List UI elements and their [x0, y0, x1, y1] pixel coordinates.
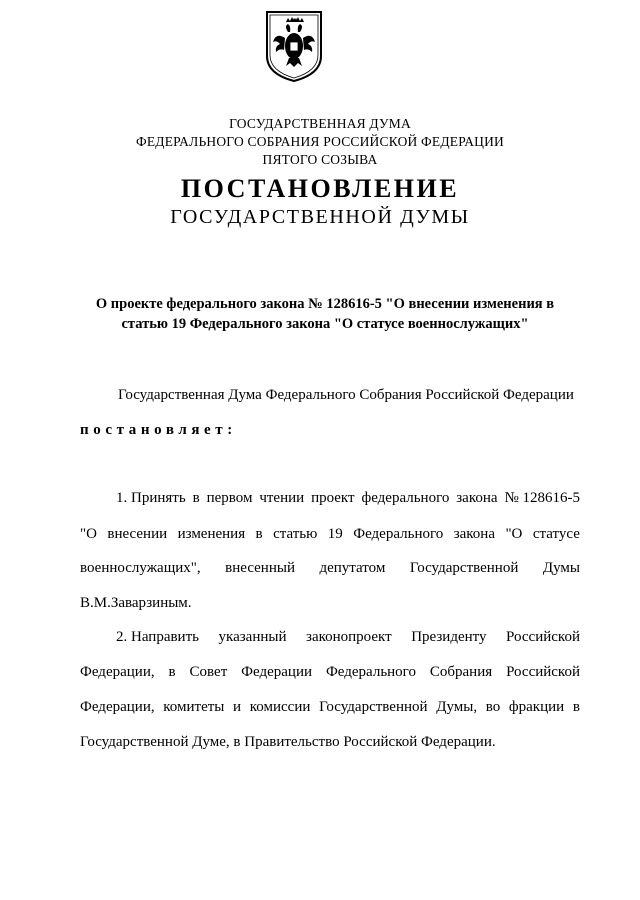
paragraph-1-line4: В.М.Заварзиным.	[80, 595, 192, 611]
resolution-subject	[84, 294, 566, 334]
paragraph-2-line2: Федерации, в Совет Федерации Федерального Собрания Российской	[80, 664, 580, 680]
convocation-line: ПЯТОГО СОЗЫВА	[262, 152, 378, 167]
paragraph-2-line4: Государственной Думе, в Правительство Российской Федерации.	[80, 734, 496, 750]
org-name-line2: ФЕДЕРАЛЬНОГО СОБРАНИЯ РОССИЙСКОЙ ФЕДЕРАЦИИ	[136, 134, 504, 149]
paragraph-2-line3: Федерации, комитеты и комиссии Государственной Думы, во фракции в	[80, 699, 580, 715]
paragraph-2-line1: 2. Направить указанный законопроект Президенту Российской	[116, 629, 580, 645]
subject-line1: О проекте федерального закона № 128616-5 "О внесении изменения в	[95, 296, 555, 312]
subject-line2: статью 19 Федерального закона "О статусе военнослужащих"	[121, 316, 529, 332]
resolves-word: постановляет:	[80, 422, 237, 438]
org-name-line1: ГОСУДАРСТВЕННАЯ ДУМА	[229, 116, 411, 131]
document-type-title: ПОСТАНОВЛЕНИЕ	[180, 174, 460, 203]
paragraph-1-line2: "О внесении изменения в статью 19 Федерального закона "О статусе	[80, 526, 580, 542]
paragraph-1-line1: 1. Принять в первом чтении проект федерального закона № 128616-5	[116, 490, 580, 506]
intro-line: Государственная Дума Федерального Собрания Российской Федерации	[118, 387, 574, 403]
paragraph-1-line3: военнослужащих", внесенный депутатом Государственной Думы	[80, 560, 580, 576]
document-issuer-subtitle: ГОСУДАРСТВЕННОЙ ДУМЫ	[170, 206, 470, 228]
coat-of-arms-icon	[262, 8, 326, 84]
